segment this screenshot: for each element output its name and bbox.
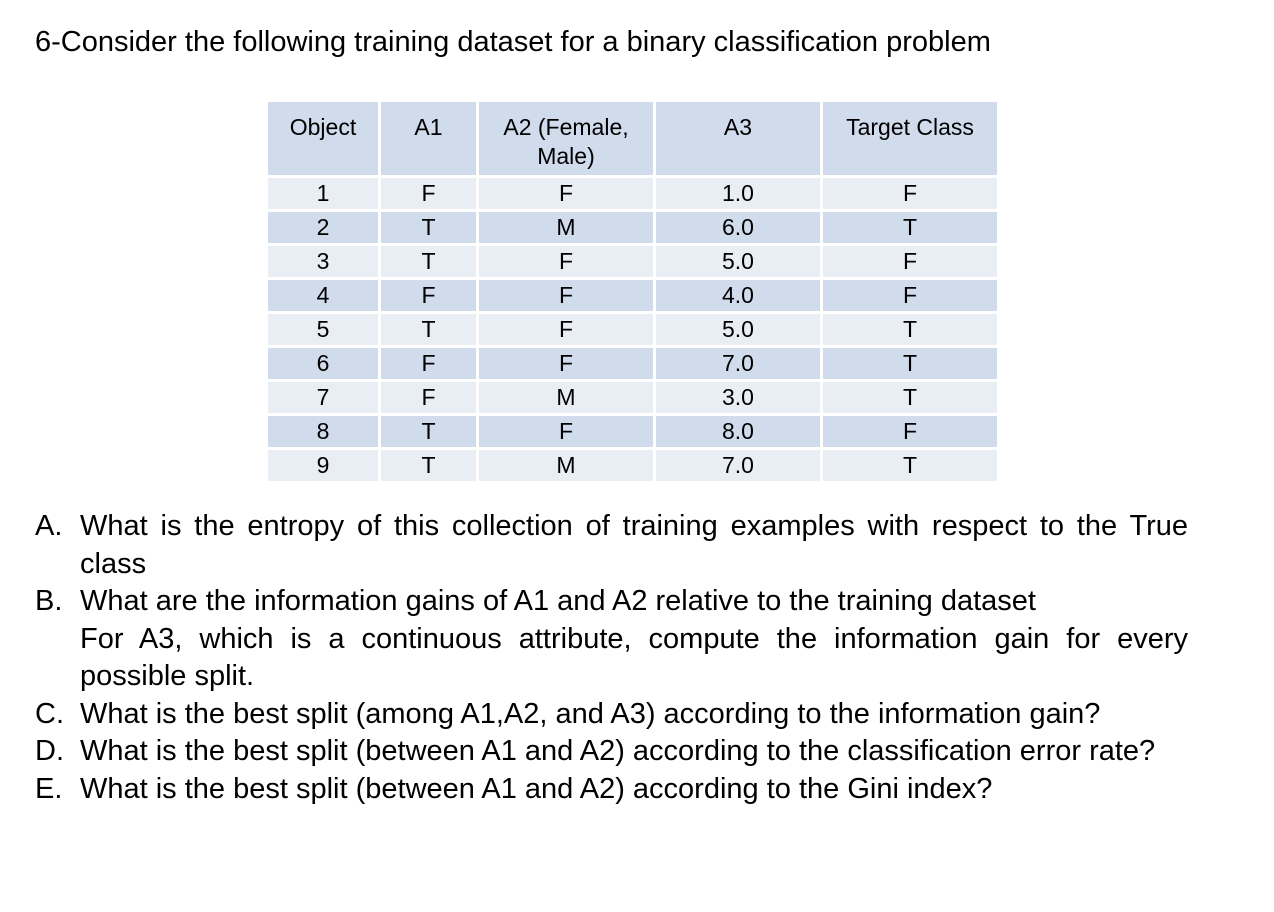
cell-a2: F — [478, 245, 655, 279]
cell-target-class: F — [822, 279, 999, 313]
cell-a2: F — [478, 347, 655, 381]
header-target-class: Target Class — [822, 101, 999, 177]
table-header-row — [267, 101, 999, 177]
header-a1: A1 — [380, 101, 478, 177]
cell-a2: F — [478, 313, 655, 347]
cell-object: 6 — [267, 347, 380, 381]
cell-a2: M — [478, 381, 655, 415]
table-row — [267, 449, 999, 483]
cell-a1: T — [380, 211, 478, 245]
cell-a3: 5.0 — [655, 245, 822, 279]
cell-a3: 3.0 — [655, 381, 822, 415]
cell-a3: 7.0 — [655, 449, 822, 483]
cell-a1: F — [380, 381, 478, 415]
cell-target-class: T — [822, 313, 999, 347]
table-body — [267, 177, 999, 483]
cell-a2: F — [478, 279, 655, 313]
cell-a3: 6.0 — [655, 211, 822, 245]
cell-object: 7 — [267, 381, 380, 415]
cell-target-class: F — [822, 415, 999, 449]
question-list — [35, 508, 1188, 808]
question-text: For A3, which is a continuous attribute, compute the information gain for every possible split. — [80, 622, 1188, 692]
cell-a1: F — [380, 279, 478, 313]
question-item — [35, 771, 1188, 809]
cell-target-class: T — [822, 347, 999, 381]
cell-target-class: F — [822, 177, 999, 211]
question-letter: C. — [35, 697, 64, 730]
cell-a1: T — [380, 415, 478, 449]
cell-a3: 5.0 — [655, 313, 822, 347]
question-letter: A. — [35, 510, 63, 542]
table-row — [267, 279, 999, 313]
table-row — [267, 415, 999, 449]
question-item — [35, 733, 1188, 771]
question-item — [35, 508, 1188, 583]
question-text: What is the best split (between A1 and A2) according to the Gini index? — [80, 772, 993, 805]
cell-a1: F — [380, 177, 478, 211]
question-text: What is the entropy of this collection of training examples with respect to the True class — [80, 510, 1188, 580]
cell-a1: T — [380, 245, 478, 279]
question-letter: B. — [35, 585, 63, 617]
question-item — [35, 583, 1188, 696]
table-row — [267, 347, 999, 381]
table-row — [267, 177, 999, 211]
cell-object: 2 — [267, 211, 380, 245]
cell-a3: 4.0 — [655, 279, 822, 313]
table-row — [267, 381, 999, 415]
header-object: Object — [267, 101, 380, 177]
cell-a3: 1.0 — [655, 177, 822, 211]
cell-a3: 8.0 — [655, 415, 822, 449]
table-row — [267, 313, 999, 347]
question-letter: E. — [35, 772, 63, 805]
question-text: What is the best split (among A1,A2, and A3) according to the information gain? — [80, 697, 1101, 730]
cell-a3: 7.0 — [655, 347, 822, 381]
problem-heading: 6-Consider the following training dataset for a binary classification problem — [35, 26, 991, 58]
question-letter: D. — [35, 735, 64, 767]
cell-object: 4 — [267, 279, 380, 313]
cell-target-class: F — [822, 245, 999, 279]
question-item — [35, 696, 1188, 734]
cell-target-class: T — [822, 211, 999, 245]
cell-target-class: T — [822, 381, 999, 415]
cell-a2: F — [478, 415, 655, 449]
table-row — [267, 245, 999, 279]
training-dataset-table — [265, 99, 1000, 484]
cell-object: 9 — [267, 449, 380, 483]
cell-target-class: T — [822, 449, 999, 483]
header-a3: A3 — [655, 101, 822, 177]
header-a2: A2 (Female, Male) — [478, 101, 655, 177]
cell-a2: F — [478, 177, 655, 211]
cell-a1: T — [380, 449, 478, 483]
cell-object: 3 — [267, 245, 380, 279]
table-row — [267, 211, 999, 245]
cell-object: 1 — [267, 177, 380, 211]
cell-a1: T — [380, 313, 478, 347]
cell-object: 8 — [267, 415, 380, 449]
cell-a2: M — [478, 449, 655, 483]
question-text: What is the best split (between A1 and A2) according to the classification error rate? — [80, 735, 1156, 767]
cell-object: 5 — [267, 313, 380, 347]
cell-a1: F — [380, 347, 478, 381]
question-text: What are the information gains of A1 and A2 relative to the training dataset — [80, 585, 1036, 617]
cell-a2: M — [478, 211, 655, 245]
